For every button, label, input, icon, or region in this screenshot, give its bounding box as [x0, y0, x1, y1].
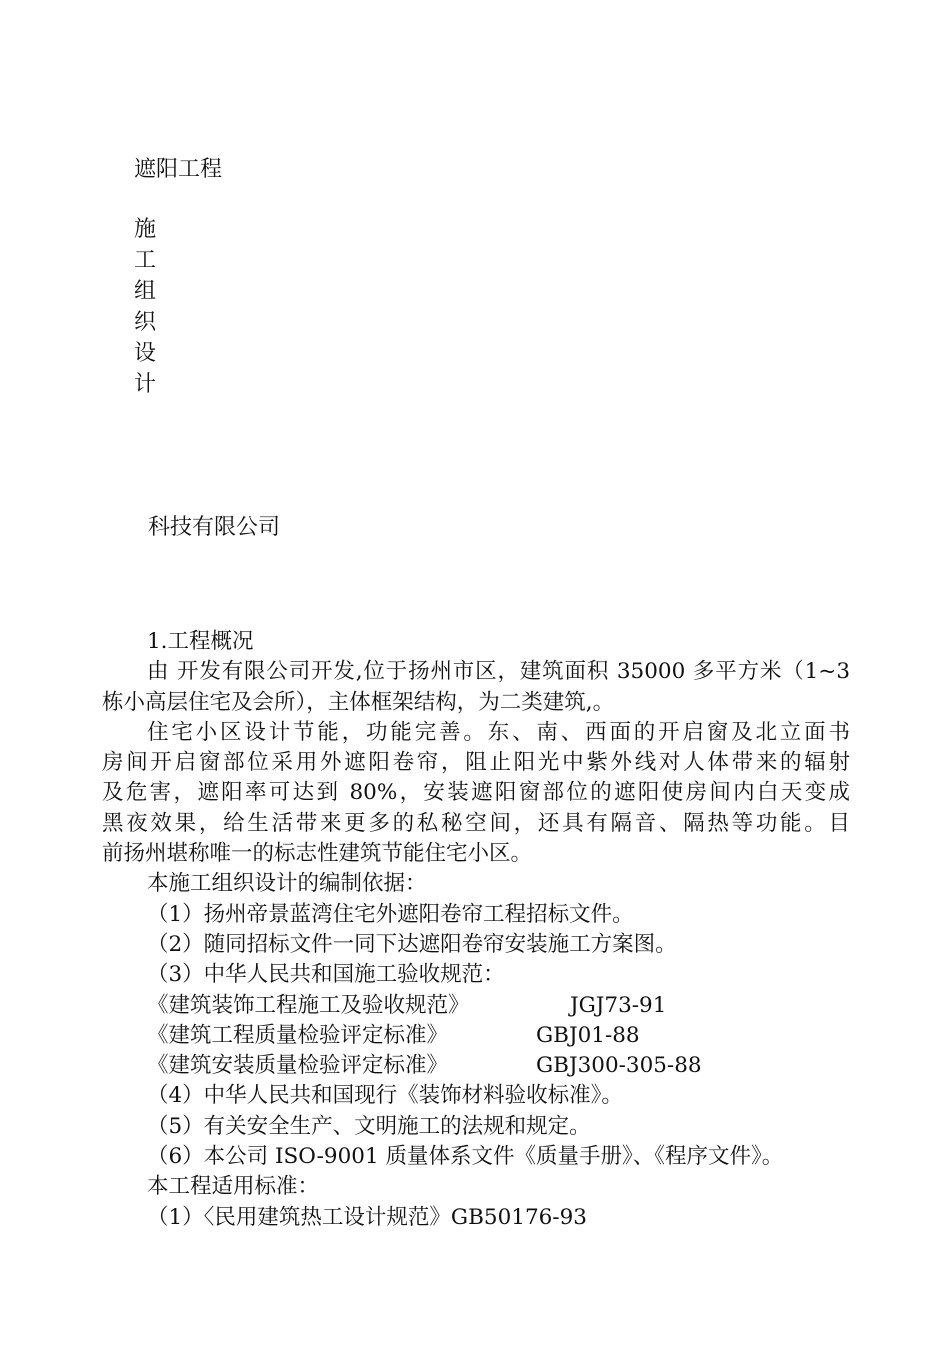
applicable-heading: 本工程适用标准： — [147, 1174, 320, 1200]
section-heading: 1.工程概况 — [147, 629, 254, 654]
standard-name: 《建筑安装质量检验评定标准》 — [147, 1053, 449, 1079]
basis-item: （2）随同招标文件一同下达遮阳卷帘安装施工方案图。 — [147, 931, 677, 957]
paragraph-line: 房间开启窗部位采用外遮阳卷帘，阻止阳光中紫外线对人体带来的辐射 — [102, 750, 850, 776]
standard-row — [102, 1051, 850, 1081]
document-body — [102, 627, 850, 1233]
document-title: 遮阳工程 — [134, 157, 223, 182]
basis-item: （5）有关安全生产、文明施工的法规和规定。 — [147, 1113, 591, 1139]
standard-name: 《建筑装饰工程施工及验收规范》 — [147, 992, 470, 1018]
paragraph-line: 及危害，遮阳率可达到 80%，安装遮阳窗部位的遮阳使房间内白天变成 — [102, 780, 850, 806]
vertical-title-char: 施 — [134, 217, 157, 242]
paragraph-line: 由 开发有限公司开发,位于扬州市区，建筑面积 35000 多平方米（1~3 — [147, 659, 850, 685]
vertical-title-char: 组 — [134, 279, 157, 304]
standard-row — [102, 991, 850, 1021]
basis-item: （6）本公司 ISO-9001 质量体系文件《质量手册》、《程序文件》。 — [147, 1144, 784, 1170]
vertical-title-char: 计 — [134, 372, 157, 397]
standard-code: GBJ01-88 — [536, 1022, 640, 1048]
basis-item: （1）扬州帝景蓝湾住宅外遮阳卷帘工程招标文件。 — [147, 901, 634, 927]
paragraph-line: 住宅小区设计节能，功能完善。东、南、西面的开启窗及北立面书 — [147, 719, 850, 745]
standard-code: JGJ73-91 — [570, 992, 667, 1018]
applicable-item: （1）〈民用建筑热工设计规范》GB50176-93 — [147, 1204, 587, 1230]
vertical-title-char: 织 — [134, 310, 157, 335]
standard-row — [102, 1021, 850, 1051]
vertical-title-char: 设 — [134, 341, 157, 366]
basis-item: （3）中华人民共和国施工验收规范： — [147, 962, 505, 988]
vertical-title-char: 工 — [134, 248, 157, 273]
paragraph-line: 黑夜效果，给生活带来更多的私秘空间，还具有隔音、隔热等功能。目 — [102, 810, 850, 836]
company-name: 科技有限公司 — [148, 515, 281, 540]
paragraph-line: 前扬州堪称唯一的标志性建筑节能住宅小区。 — [102, 841, 533, 867]
standard-name: 《建筑工程质量检验评定标准》 — [147, 1022, 449, 1048]
standard-code: GBJ300-305-88 — [536, 1053, 702, 1079]
basis-item: （4）中华人民共和国现行《装饰材料验收标准》。 — [147, 1083, 623, 1109]
paragraph-line: 栋小高层住宅及会所），主体框架结构，为二类建筑,。 — [102, 689, 615, 715]
basis-heading: 本施工组织设计的编制依据： — [147, 871, 427, 897]
